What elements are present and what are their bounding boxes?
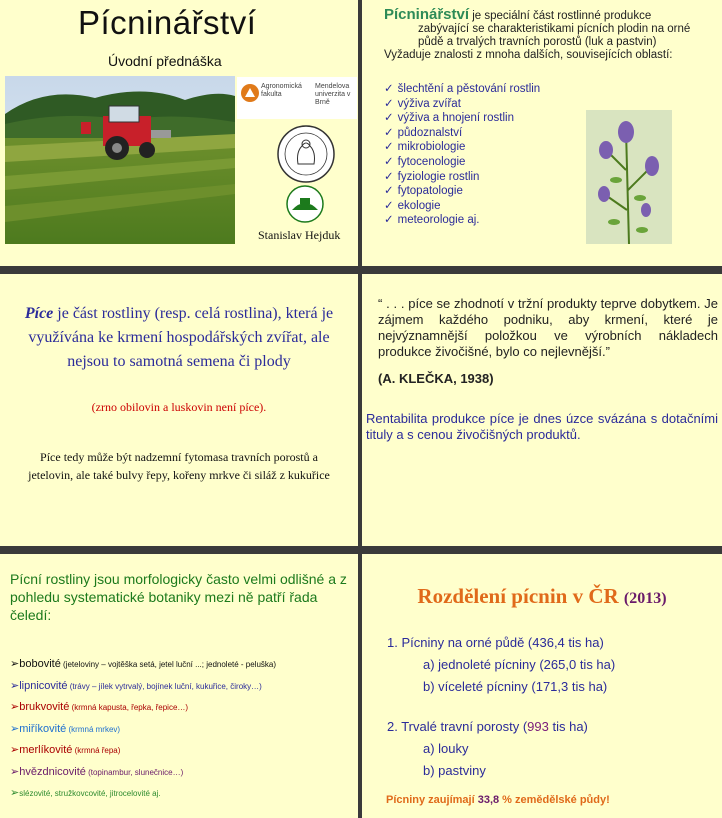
summary-note: Pícniny zaujímají 33,8 % zemědělské půdy! [386,794,610,806]
intro-line: půdě a trvalých travních porostů (luk a pastvin) [418,36,657,48]
intro-text [384,8,714,62]
list-item: ✓ fytocenologie [384,155,466,168]
institute-logo-icon [280,184,330,224]
list-item: ➢hvězdnicovité (topinambur, slunečnice…) [10,765,184,778]
definition-note: (zrno obilovin a luskovin není píce). [91,400,267,414]
list-item: b) pastviny [423,763,486,778]
list-item: ➢bobovité (jeteloviny – vojtěška setá, jetel luční ...; jednoleté - peluška) [10,658,277,670]
check-icon: ✓ [384,214,394,227]
quote-citation: (A. KLEČKA, 1938) [378,371,494,386]
related-fields-list [384,82,540,228]
list-item: ➢slézovité, stružkovcovité, jitrocelovité aj. [10,787,161,799]
check-icon: ✓ [384,141,394,154]
slide-quote [362,274,722,546]
bullet-icon: ➢ [10,701,20,713]
definition-text: je část rostliny (resp. celá rostlina), která je využívána ke krmení hospodářských zvířat, ale nejsou to samotná semena či plody [28,305,334,370]
definition-term: Píce [24,305,54,322]
profitability-text: Rentabilita produkce píce je dnes úzce svázána s dotačními tituly a s cenou živočišných produktů. [366,411,718,442]
check-icon: ✓ [384,199,394,212]
alfalfa-photo [586,110,672,244]
list-item: ✓ meteorologie aj. [384,214,480,227]
list-item: ✓ půdoznalství [384,126,463,139]
quote-text: “ . . . píce se zhodnotí v tržní produkty teprve dobytkem. Je zájmem každého podniku, aby krmení, které je nejvýznamnější položkou ve výrobních nákladech produkce živočišné, bylo co nejlevnější.” [378,296,718,359]
slide-families [0,554,358,818]
bullet-icon: ➢ [10,787,20,799]
slide-distribution [362,554,722,818]
slide-intro [362,0,722,266]
check-icon: ✓ [384,155,394,168]
slide-title-heading: Pícninářství [78,4,257,41]
bullet-icon: ➢ [10,658,20,670]
check-icon: ✓ [384,185,394,198]
intro-heading: Pícninářství [384,6,470,23]
bullet-icon: ➢ [10,722,20,735]
list-item: ✓ mikrobiologie [384,141,466,154]
distribution-list [387,632,615,782]
university-logo-text: Mendelova univerzita v Brně [315,83,351,106]
slide-title [0,0,358,266]
list-item: ✓ výživa zvířat [384,97,461,110]
bullet-icon: ➢ [10,765,20,778]
list-item: ➢miříkovité (krmná mrkev) [10,722,121,735]
intro-line: Vyžaduje znalosti z mnoha dalších, souvisejících oblastí: [384,49,673,61]
distribution-title: Rozdělení pícnin v ČR (2013) [417,584,667,608]
list-item: a) louky [423,741,469,756]
faculty-logo-text: Agronomická fakulta [261,83,302,98]
list-item: ➢lipnicovité (trávy – jílek vytrvalý, bojínek luční, kukuřice, čiroky…) [10,679,262,692]
check-icon: ✓ [384,112,394,125]
slide-definition [0,274,358,546]
list-item: ✓ fyziologie rostlin [384,170,480,183]
list-item: 1. Pícniny na orné půdě (436,4 tis ha) [387,635,604,650]
check-icon: ✓ [384,97,394,110]
check-icon: ✓ [384,170,394,183]
intro-line: je speciální část rostlinné produkce [469,10,652,22]
bullet-icon: ➢ [10,679,20,692]
definition-examples: Píce tedy může být nadzemní fytomasa travních porostů a jetelovin, ale také bulvy řepy, kořeny mrkve či siláž z kukuřice [28,450,330,482]
check-icon: ✓ [384,126,394,139]
list-item: b) víceleté pícniny (171,3 tis ha) [423,679,608,694]
families-lead: Pícní rostliny jsou morfologicky často velmi odlišné a z pohledu systematické botaniky mezi ně patří řada čeledí: [10,571,347,623]
forage-definition [20,302,338,374]
tractor-field-photo [5,76,235,244]
university-seal-icon [276,124,336,184]
author-name: Stanislav Hejduk [258,228,341,242]
families-list [10,654,276,805]
list-item: ✓ šlechtění a pěstování rostlin [384,83,541,95]
slide-subtitle: Úvodní přednáška [108,53,222,69]
list-item: 2. Trvalé travní porosty (993 tis ha) [387,719,588,734]
list-item: ✓ výživa a hnojení rostlin [384,112,514,125]
list-item: ✓ fytopatologie [384,185,463,198]
list-item: a) jednoleté pícniny (265,0 tis ha) [423,657,616,672]
check-icon: ✓ [384,83,394,95]
list-item: ✓ ekologie [384,199,441,212]
intro-line: zabývající se charakteristikami pícních plodin na orné [418,23,691,35]
list-item: ➢merlíkovité (krmná řepa) [10,744,121,756]
bullet-icon: ➢ [10,744,20,756]
list-item: ➢brukvovité (krmná kapusta, řepka, řepice…) [10,701,189,713]
faculty-logo [237,77,357,119]
